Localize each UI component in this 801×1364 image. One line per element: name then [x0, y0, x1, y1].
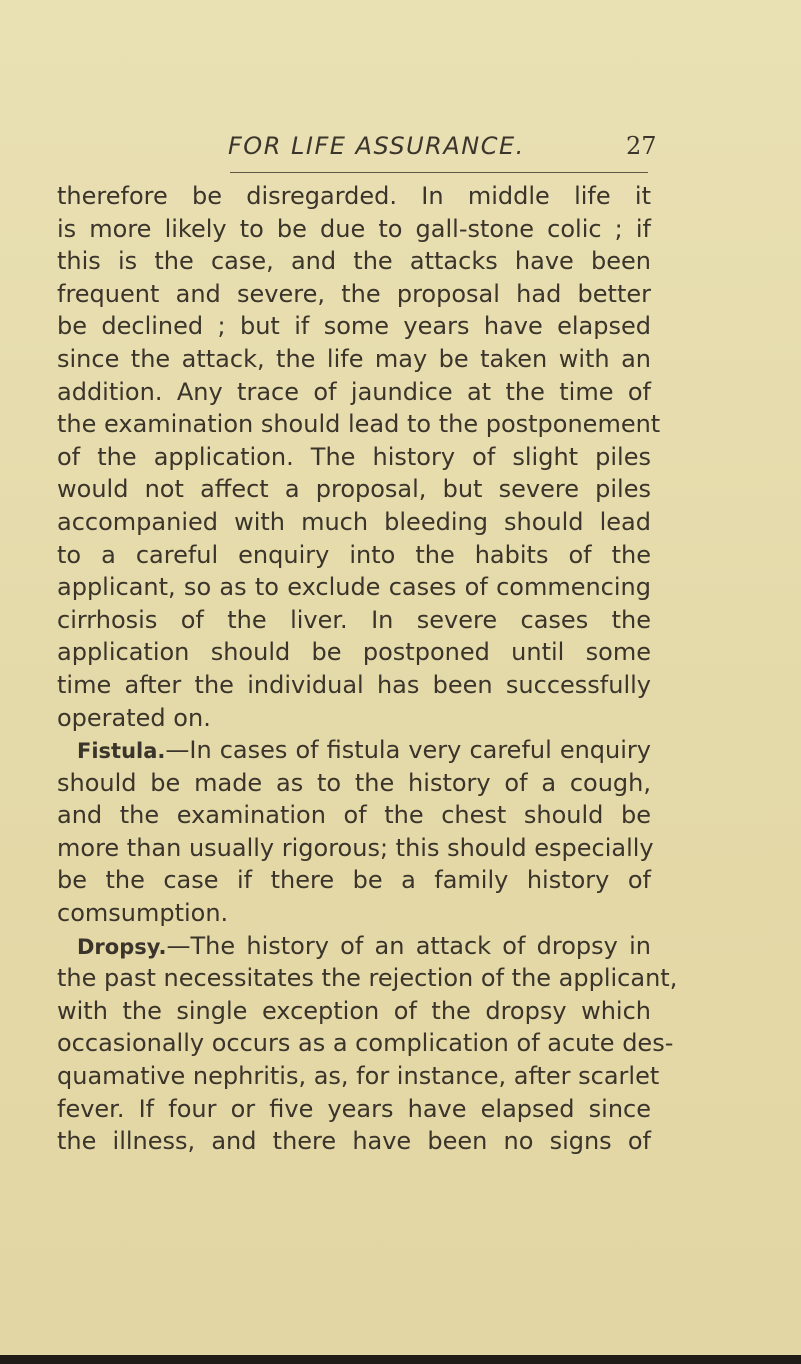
running-head	[0, 132, 801, 168]
text-line: comsumption.	[57, 899, 229, 928]
dropsy-paragraph-start	[57, 930, 651, 963]
dropsy-term: Dropsy.	[77, 934, 167, 959]
text-line: the past necessitates the rejection of the applicant,	[57, 964, 678, 993]
text-line: addition. Any trace of jaundice at the time of	[57, 377, 651, 406]
text-line: frequent and severe, the proposal had better	[57, 279, 651, 308]
text-line: with the single exception of the dropsy which	[57, 996, 651, 1025]
running-title: FOR LIFE ASSURANCE.	[228, 132, 525, 160]
body-text	[57, 180, 678, 1158]
text-line: be the case if there be a family history of	[57, 866, 651, 895]
scan-edge	[0, 1355, 801, 1364]
fistula-term: Fistula.	[77, 739, 166, 764]
text-line: to a careful enquiry into the habits of the	[57, 540, 651, 569]
text-line: operated on.	[57, 703, 211, 732]
text-line: this is the case, and the attacks have been	[57, 247, 651, 276]
text-line: is more likely to be due to gall-stone colic ; if	[57, 214, 651, 243]
text-line: application should be postponed until some	[57, 638, 651, 667]
text-line: of the application. The history of slight piles	[57, 442, 651, 471]
text-line: more than usually rigorous; this should especially	[57, 833, 654, 862]
text-line: would not affect a proposal, but severe piles	[57, 475, 651, 504]
text-line: be declined ; but if some years have elapsed	[57, 312, 651, 341]
text-line: accompanied with much bleeding should lead	[57, 507, 651, 536]
text-line: time after the individual has been successfully	[57, 670, 651, 699]
text-line: cirrhosis of the liver. In severe cases the	[57, 605, 651, 634]
fistula-paragraph-start	[57, 734, 651, 767]
text-line: —In cases of fistula very careful enquiry	[165, 736, 651, 765]
text-line: the illness, and there have been no signs of	[57, 1127, 651, 1156]
text-line: occasionally occurs as a complication of acute des-	[57, 1029, 674, 1058]
text-line: since the attack, the life may be taken with an	[57, 344, 651, 373]
header-rule	[230, 172, 648, 173]
text-line: and the examination of the chest should be	[57, 801, 651, 830]
text-line: quamative nephritis, as, for instance, after scarlet	[57, 1062, 660, 1091]
text-line: applicant, so as to exclude cases of commencing	[57, 573, 651, 602]
text-line: the examination should lead to the postponement	[57, 410, 661, 439]
text-line: therefore be disregarded. In middle life it	[57, 182, 651, 210]
text-line: should be made as to the history of a cough,	[57, 768, 651, 797]
text-line: —The history of an attack of dropsy in	[166, 931, 651, 960]
text-line: fever. If four or five years have elapsed since	[57, 1094, 651, 1123]
page-number: 27	[626, 132, 657, 160]
